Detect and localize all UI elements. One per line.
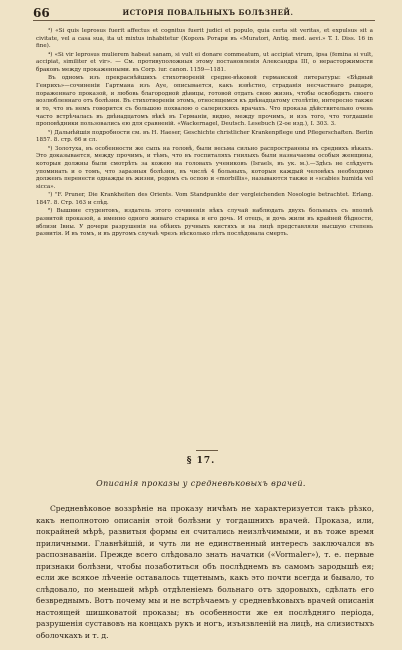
footnote-6: ⁶) Золотуха, въ особенности же сыпь на головѣ, были весьма сильно распространены въ среднихъ вѣкахъ. Это доказывается, между прочимъ, и тѣмъ, что въ госпиталяхъ гнилыхъ были назначаемы особыя женщины, которыя должны были смотрѣть за кожею на головахъ учениковъ (Israels, въ ук. м.).—Здѣсь не слѣдуетъ упоминать и о томъ, что заразныя болѣзни, въ числѣ 4 больныхъ, которыя каждый человѣкъ необходимо долженъ перенести однажды въ жизни, родомъ съ оспою и «morbillis», называются также и «scabies humida vel sicca».	[36, 145, 373, 191]
section-number: § 17.	[186, 456, 216, 466]
footnote-5: ⁵) Дальнѣйшія подробности см. въ H. Haeser, Geschichte christlicher Krankenpflege und Pflegerschaften. Berlin 1857. 8. стр. 66 и сл.	[36, 129, 373, 144]
footnote-7: ⁷) "F. Pruner, Die Krankheiten des Orients. Vom Standpunkte der vergleichenden Nosologie betrachtet. Erlang. 1847. 8. Стр. 163 и слѣд.	[36, 192, 373, 206]
section-title: Описанія проказы у средневѣковыхъ врачей.	[96, 479, 306, 488]
footnote-3: ³) «Si quis leprosus fuerit affectus et cognitus fuerit judici et populo, quia certa sit veritas, et expulsus sit a civitate, vel a casa sua, ita ut mixtus inhabitetur (Король Ротари въ «Muratori, Antiq. med. aevi.» T. I. Diss. 16 in fine).	[36, 28, 373, 50]
running-title: ИСТОРІЯ ПОВАЛЬНЫХЪ БОЛѢЗНЕЙ.	[122, 8, 294, 17]
footnote-4: ⁴) «Si vir leprosus mulierem habeat sanam, si vult ei donare commeatum, ut accipiat virum, ipsa (femina si vult, accipiat, similiter et vir». — См. противуположныя этому постановленія Александра III, о нерасторжимости браковъ между прокаженными. въ Corp. iur. canon. 1159—1181.	[36, 51, 373, 74]
footnote-8: ⁸) Вышние студентовъ, издатель этого сочиненія нѣкъ случай наблюдать двухъ больныхъ съ вполнѣ развитой проказой, а именно одного живаго старика и его дочь. И отецъ, и дочь жили въ крайней бѣдности, вблизи Івны. У дочери разрушенія на обѣихъ ручныхъ кистяхъ и на лицѣ представляли высшую степень развитія. И въ томъ, и въ другомъ случаѣ чрезъ нѣсколько лѣтъ послѣдовала смерть.	[36, 208, 373, 238]
section-divider	[196, 450, 218, 451]
footnotes	[36, 28, 373, 239]
page-number: 66	[33, 6, 50, 20]
body-paragraph: Средневѣковое воззрѣніе на проказу ничѣмъ не характеризуется такъ рѣзко, какъ неполнотою описанія этой болѣзни у тогдашнихъ врачей. Проказа, или, покрайней мѣрѣ, развитыя формы ея считались неизлѣчимыми, и въ тоже время приличными. Главнѣйшій, и чуть ли не единственный интересъ заключался въ распознаваніи. Прежде всего слѣдовало знать начатки («Vormaler»), т. е. первые признаки болѣзни, чтобы позаботиться объ послѣднемъ въ самомъ зародышѣ ея; если же всякое лѣченіе оставалось тщетнымъ, какъ это почти всегда и бывало, то слѣдовало, по меньшей мѣрѣ отдѣленіемъ больнаго отъ здоровыхъ, сдѣлать его безвреднымъ. Вотъ почему мы и не встрѣчаемъ у средневѣковыхъ врачей описанія настоящей шишковатой проказы; въ особенности же ея послѣдняго періода, разрушенія суставовъ на концахъ рукъ и ногъ, изъязвленій на лицѣ, на слизистыхъ оболочкахъ и т. д.	[36, 504, 374, 640]
page-header	[33, 6, 375, 21]
body-text	[36, 503, 374, 641]
footnote-4-continuation: Въ одномъ изъ прекраснѣйшихъ стихотвореній средне-вѣковой германской литературы: «Бѣдный Генрихъ»—сочиненіи Гартмана изъ Ауе, описывается, какъ извѣстно, страданія несчастнаго рыцаря, пораженнаго проказой, и любовь благородной дѣвицы, готовой отдать свою жизнь, чтобы освободить своего возлюбленнаго отъ болѣзни. Въ стихотвореніи этомъ, относящемся къ двѣнадцатому столѣтію, интересно также и то, что въ немъ говорится съ большою похвалою о салернскихъ врачахъ. Что проказа дѣйствительно очень часто встрѣчалась въ двѣнадцатомъ вѣкѣ въ Германіи, видно, между прочимъ, и изъ того, что тогдашніе проповѣдники пользовались ею для сравненій. «Wackernagel, Deutsch. Lesebuch (2-oe изд.), I. 303. 3.	[36, 75, 373, 128]
